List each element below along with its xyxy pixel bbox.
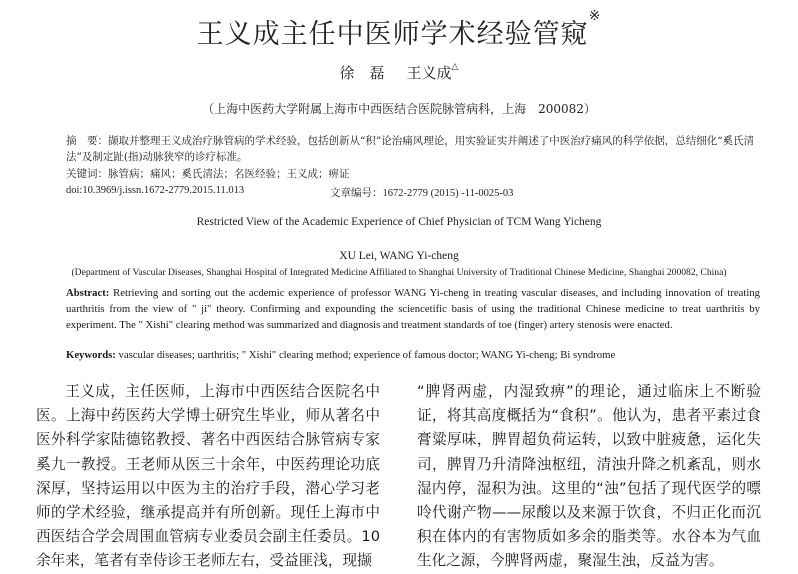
doi-row [66,185,766,199]
keywords-en-label: Keywords: [66,349,116,361]
author-footnote-mark: △ [451,62,459,72]
body-paragraph-right: “脾肾两虚，内湿致痹”的理论，通过临床上不断验证，将其高度概括为“食积”。他认为，患者平素过食膏粱厚味，脾胃超负荷运转，以致中脏疲惫，运化失司，脾胃乃升清降浊枢纽，清浊升降之机紊乱，则水湿内停，湿积为浊。这里的“浊”包括了现代医学的嘌呤代谢产物——尿酸以及来源于饮食，不归正化而沉积在体内的有害物质如多余的脂类等。水谷本为气血生化之源，今脾肾两虚，聚湿生浊，反益为害。 [417,383,761,570]
abstract-cn-text: 撷取并整理王义成治疗脉管病的学术经验，包括创新从“积”论治痛风理论，用实验证实并阐述了中医治疗痛风的科学依据，总结细化“奚氏清法”及制定趾(指)动脉狭窄的诊疗标准。 [66,135,755,163]
abstract-cn [66,133,756,165]
keywords-cn-label: 关键词： [66,168,108,180]
author-line [0,62,798,83]
keywords-en-text: vascular diseases; uarthritis; " Xishi" clearing method; experience of famous doctor; WANG Yi-cheng; Bi syndrome [115,349,616,361]
abstract-en-label: Abstract: [66,287,110,299]
body-column-right [417,380,761,574]
keywords-cn-text: 脉管病；痛风；奚氏清法；名医经验；王义成；痹证 [108,168,350,180]
english-title: Restricted View of the Academic Experience of Chief Physician of TCM Wang Yicheng [196,216,602,228]
article-number: 文章编号：1672-2779 (2015) -11-0025-03 [330,188,514,199]
keywords-cn [66,166,756,182]
title-footnote-mark: ※ [588,8,602,24]
title-text: 王义成主任中医师学术经验管窥 [196,19,589,50]
author-wang: 王义成 [406,64,452,82]
abstract-en [66,285,760,333]
english-authors: XU Lei, WANG Yi-cheng [339,250,459,262]
affiliation: （上海中医药大学附属上海市中西医结合医院脉管病科，上海 200082） [202,102,596,116]
keywords-en [66,349,766,361]
author-xu: 徐 磊 [339,64,385,82]
body-column-left [36,380,380,574]
english-affiliation: (Department of Vascular Diseases, Shanghai Hospital of Integrated Medicine Affiliated to Shanghai University of Traditional Chinese Medicine, Shanghai 200082, China) [71,267,727,278]
abstract-en-text: Retrieving and sorting out the acdemic experience of professor WANG Yi-cheng in treating vascular diseases, and including innovation of treating uarthritis from the view of " ji" theory. Confirming and expounding the sciencetific basis of using the traditional Chinese medicine to treat uarthritis by experiment. The " Xishi" clearing method was summarized and diagnosis and treatment standards of toe (finger) artery stenosis were enacted. [66,287,760,331]
paper-title [0,8,798,51]
doi: doi:10.3969/j.issn.1672-2779.2015.11.013 [66,185,245,196]
body-paragraph-left: 王义成，主任医师，上海市中西医结合医院名中医。上海中药医药大学博士研究生毕业，师从著名中医外科学家陆德铭教授、著名中西医结合脉管病专家奚九一教授。王老师从医三十余年，中医药理论功底深厚，坚持运用以中医为主的治疗手段，潜心学习老师的学术经验，继承提高并有所创新。现任上海市中西医结合学会周围血管病专业委员会副主任委员。10余年来，笔者有幸侍诊王老师左右，受益匪浅，现撷 [36,383,380,570]
abstract-cn-label: 摘 要： [66,135,108,147]
